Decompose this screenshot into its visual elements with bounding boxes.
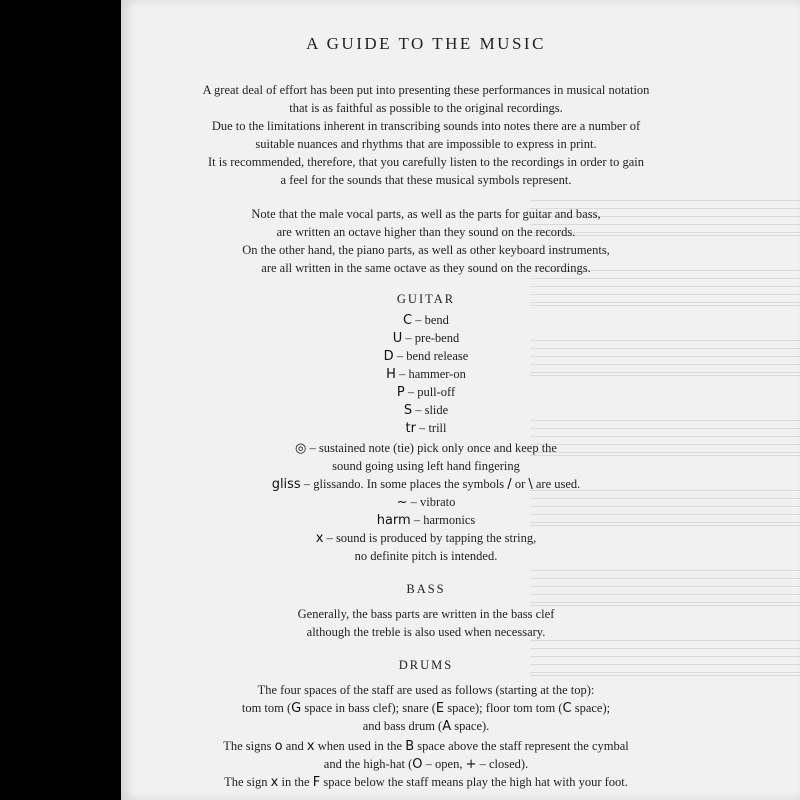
vibrato-icon: ~ bbox=[396, 495, 408, 510]
bend-symbol: C bbox=[403, 313, 413, 328]
pre-bend-symbol: U bbox=[392, 331, 403, 346]
guitar-item-pull-off: P – pull-off bbox=[396, 385, 456, 400]
guitar-heading: GUITAR bbox=[396, 292, 456, 306]
octave-line: are written an octave higher than they sound on the records. bbox=[276, 225, 576, 239]
intro-line: that is as faithful as possible to the original recordings. bbox=[289, 101, 563, 115]
closed-hat-icon: + bbox=[465, 757, 477, 772]
sustained-note-icon: ◎ bbox=[295, 441, 307, 456]
guitar-item-vibrato: ~ – vibrato bbox=[396, 495, 456, 510]
hammer-on-symbol: H bbox=[386, 367, 396, 382]
tapping-icon: x bbox=[315, 531, 324, 546]
note-b-symbol: B bbox=[405, 739, 415, 754]
guitar-item-tapping-cont: no definite pitch is intended. bbox=[354, 549, 498, 563]
note-c-symbol: C bbox=[562, 701, 572, 716]
guitar-item-slide: S – slide bbox=[403, 403, 449, 418]
guitar-item-harmonics: harm – harmonics bbox=[376, 513, 476, 528]
drums-line: The sign x in the F space below the staff means play the high hat with your foot. bbox=[224, 775, 628, 790]
slide-symbol: S bbox=[403, 403, 413, 418]
slash-up-icon: / bbox=[507, 477, 512, 492]
guitar-item-bend-release: D – bend release bbox=[383, 349, 469, 364]
drums-line: The four spaces of the staff are used as follows (starting at the top): bbox=[257, 683, 595, 697]
drums-line: The signs o and x when used in the B space above the staff represent the cymbal bbox=[223, 739, 629, 754]
intro-line: a feel for the sounds that these musical symbols represent. bbox=[280, 173, 572, 187]
drums-line: and the high-hat (O – open, + – closed). bbox=[323, 757, 529, 772]
bend-release-symbol: D bbox=[383, 349, 394, 364]
note-a-symbol: A bbox=[442, 719, 452, 734]
trill-symbol: tr bbox=[405, 421, 416, 436]
note-g-symbol: G bbox=[291, 701, 302, 716]
drums-line: and bass drum (A space). bbox=[362, 719, 490, 734]
intro-line: Due to the limitations inherent in transcribing sounds into notes there are a number of bbox=[211, 119, 641, 133]
bass-heading: BASS bbox=[406, 582, 446, 596]
document-page bbox=[121, 0, 800, 800]
guitar-item-pre-bend: U – pre-bend bbox=[392, 331, 460, 346]
intro-line: A great deal of effort has been put into presenting these performances in musical notation bbox=[202, 83, 650, 97]
intro-line: It is recommended, therefore, that you carefully listen to the recordings in order to gain bbox=[208, 155, 644, 169]
drums-heading: DRUMS bbox=[398, 658, 454, 672]
guitar-item-sustained: ◎ – sustained note (tie) pick only once and keep the bbox=[295, 441, 557, 456]
intro-line: suitable nuances and rhythms that are impossible to express in print. bbox=[255, 137, 597, 151]
page-title: A GUIDE TO THE MUSIC bbox=[306, 34, 546, 53]
cymbal-cross-icon: x bbox=[306, 739, 315, 754]
drums-line: tom tom (G space in bass clef); snare (E space); floor tom tom (C space); bbox=[241, 701, 611, 716]
guitar-item-bend: C – bend bbox=[403, 313, 449, 328]
slash-down-icon: \ bbox=[528, 477, 533, 492]
octave-line: are all written in the same octave as they sound on the recordings. bbox=[261, 261, 591, 275]
foot-hat-icon: x bbox=[270, 775, 279, 790]
guitar-item-trill: tr – trill bbox=[405, 421, 447, 436]
octave-line: On the other hand, the piano parts, as well as other keyboard instruments, bbox=[242, 243, 610, 257]
guitar-item-glissando: gliss – glissando. In some places the symbols / or \ are used. bbox=[271, 477, 581, 492]
cymbal-note-icon: o bbox=[274, 739, 283, 754]
harmonics-symbol: harm bbox=[376, 513, 411, 528]
octave-line: Note that the male vocal parts, as well as the parts for guitar and bass, bbox=[251, 207, 601, 221]
note-e-symbol: E bbox=[435, 701, 445, 716]
guitar-item-tapping: x – sound is produced by tapping the string, bbox=[315, 531, 537, 546]
glissando-symbol: gliss bbox=[271, 477, 301, 492]
bass-line: although the treble is also used when necessary. bbox=[306, 625, 546, 639]
pull-off-symbol: P bbox=[396, 385, 405, 400]
note-f-symbol: F bbox=[312, 775, 321, 790]
bass-line: Generally, the bass parts are written in the bass clef bbox=[297, 607, 555, 621]
guitar-item-sustained-cont: sound going using left hand fingering bbox=[332, 459, 520, 473]
guitar-item-hammer-on: H – hammer-on bbox=[386, 367, 466, 382]
open-hat-icon: O bbox=[412, 757, 423, 772]
